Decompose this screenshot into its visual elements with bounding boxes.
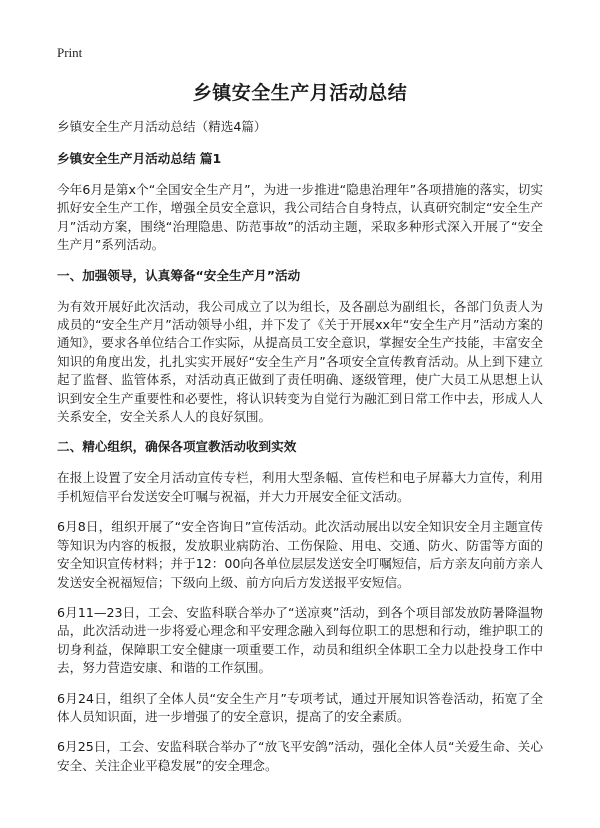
print-link[interactable]: Print <box>57 45 83 60</box>
section2-paragraph-4: 6月24日，组织了全体人员“安全生产月”专项考试，通过开展知识答卷活动，拓宽了全体人员知识面，进一步增强了的安全意识，提高了的安全素质。 <box>57 690 543 724</box>
section1-paragraph: 为有效开展好此次活动，我公司成立了以为组长，及各副总为副组长，各部门负责人为成员的“安全生产月”活动领导小组，并下发了《关于开展xx年“安全生产月”活动方案的通知》，要求各单位结合工作实际，从提高员工安全意识，掌握安全生产技能，丰富安全知识的角度出发，扎扎实实开展好“安全生产月”各项安全宣传教育活动。从上到下建立起了监督、监管体系，对活动真正做到了责任明确、逐级管理，使广大员工从思想上认识到安全生产重要性和必要性，将认识转变为自觉行为融汇到日常工作中去，形成人人关系安全，安全关系人人的良好氛围。 <box>57 298 543 425</box>
section1-heading: 一、加强领导，认真筹备“安全生产月”活动 <box>57 267 301 283</box>
section2-heading: 二、精心组织，确保各项宣教活动收到实效 <box>57 439 297 455</box>
section2-paragraph-3: 6月11—23日，工会、安监科联合举办了“送凉爽”活动，到各个项目部发放防暑降温物品，此次活动进一步将爱心理念和平安理念融入到每位职工的思想和行动，维护职工的切身利益，保障职工安全健康一项重要工作，动员和组织全体职工全力以赴投身工作中去，努力营造安康、和谐的工作氛围。 <box>57 604 543 676</box>
article-body <box>57 118 543 787</box>
page-title: 乡镇安全生产月活动总结 <box>192 82 408 104</box>
article-subtitle: 乡镇安全生产月活动总结（精选4篇） <box>57 119 267 134</box>
intro-paragraph: 今年6月是第x个“全国安全生产月”，为进一步推进“隐患治理年”各项措施的落实，切实抓好安全生产工作，增强全员安全意识，我公司结合自身特点，认真研究制定“安全生产月”活动方案，围绕“治理隐患、防范事故”的活动主题，采取多种形式深入开展了“安全生产月”系列活动。 <box>57 182 543 253</box>
section2-paragraph-1: 在报上设置了安全月活动宣传专栏，利用大型条幅、宣传栏和电子屏幕大力宣传，利用手机短信平台发送安全叮嘱与祝福，并大力开展安全征文活动。 <box>57 470 543 504</box>
section2-paragraph-5: 6月25日，工会、安监科联合举办了“放飞平安鸽”活动，强化全体人员“关爱生命、关心安全、关注企业平稳发展”的安全理念。 <box>57 739 543 773</box>
article-heading: 乡镇安全生产月活动总结 篇1 <box>57 151 222 166</box>
section2-paragraph-2: 6月8日，组织开展了“安全咨询日”宣传活动。此次活动展出以安全知识安全月主题宣传等知识为内容的板报，发放职业病防治、工伤保险、用电、交通、防火、防雷等方面的安全知识宣传材料；并于12：00向各单位层层发送安全叮嘱短信，后方亲友向前方亲人发送安全祝福短信；下级向上级、前方向后方发送报平安短信。 <box>57 519 543 590</box>
